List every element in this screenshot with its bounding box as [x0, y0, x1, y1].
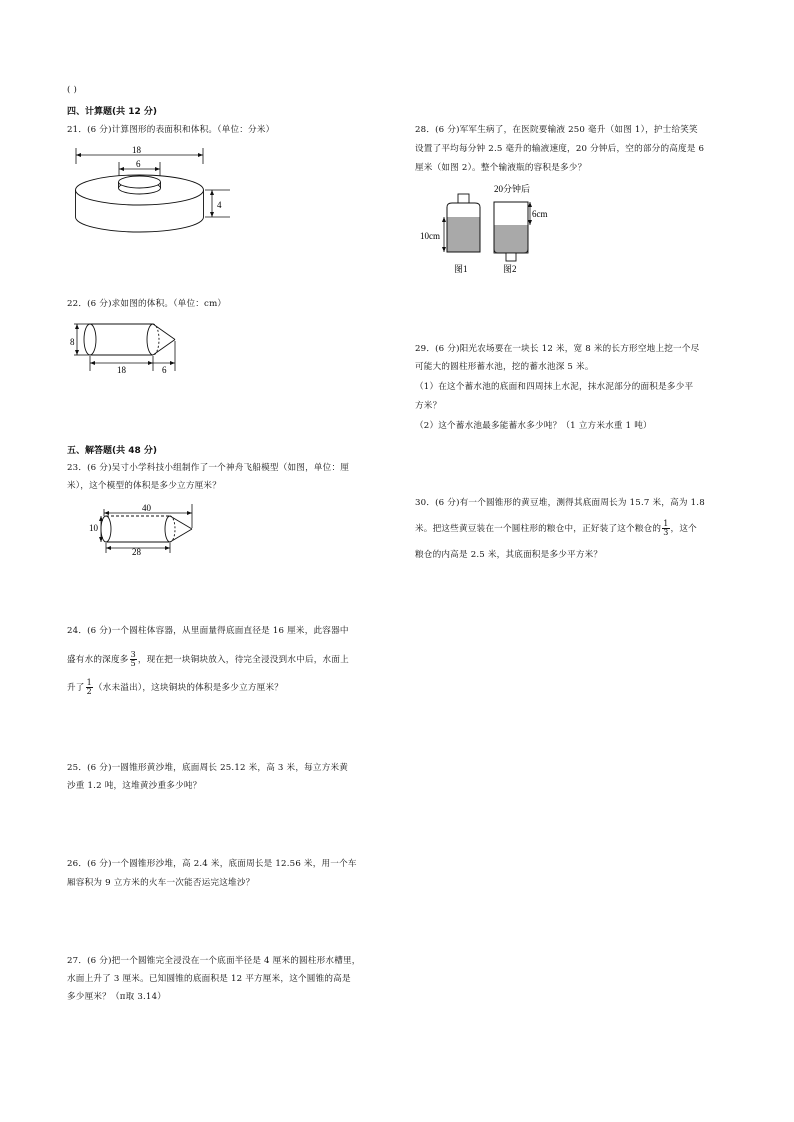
- q24-fraction-depth: [130, 651, 137, 668]
- question-26-line-1: 26．(6 分)一个圆锥形沙堆，高 2.4 米，底面周长是 12.56 米，用一个车: [67, 859, 357, 869]
- question-24-line-1: 24．(6 分)一个圆柱体容器，从里面量得底面直径是 16 厘米，此容器中: [67, 626, 349, 636]
- q24-fraction-rise-denominator: 2: [86, 687, 92, 696]
- question-29-line-2: 可能大的圆柱形蓄水池，挖的蓄水池深 5 米。: [415, 362, 594, 372]
- q28-full-height-label: 10cm: [420, 231, 440, 241]
- q23-total-length-label: 40: [142, 503, 151, 513]
- q24-line-3-start: 升了: [67, 683, 85, 693]
- question-29-part-1-line-2: 方米？: [415, 401, 442, 411]
- q23-cylinder-length-label: 28: [132, 547, 141, 557]
- question-26-line-2: 厢容积为 9 立方米的火车一次能否运完这堆沙？: [67, 878, 255, 888]
- q21-outer-diameter-label: 18: [132, 145, 141, 155]
- question-25-line-2: 沙重 1.2 吨，这堆黄沙重多少吨？: [67, 781, 202, 791]
- question-28-line-2: 设置了平均每分钟 2.5 毫升的输液速度，20 分钟后，空的部分的高度是 6: [415, 144, 705, 154]
- q23-diameter-label: 10: [89, 523, 98, 533]
- question-23-line-1: 23．(6 分)吴寸小学科技小组制作了一个神舟飞船模型（如图，单位：厘: [67, 463, 350, 473]
- q24-line-3-end: （水未溢出），这块铜块的体积是多少立方厘米？: [93, 683, 284, 693]
- question-30-line-3: 粮仓的内高是 2.5 米，其底面积是多少平方米？: [415, 550, 603, 560]
- section-5-title: 五、解答题(共 48 分): [67, 446, 158, 456]
- q21-inner-diameter-label: 6: [136, 159, 141, 169]
- section-4-title: 四、计算题(共 12 分): [67, 107, 158, 117]
- question-22-text: 22．(6 分)求如图的体积。（单位：cm）: [67, 299, 227, 309]
- q30-line-2-start: 米。把这些黄豆装在一个圆柱形的粮仓中，正好装了这个粮仓的: [415, 524, 662, 534]
- question-27-line-3: 多少厘米？（π取 3.14）: [67, 992, 167, 1002]
- q24-line-2-start: 盛有水的深度多: [67, 655, 129, 665]
- q28-empty-height-label: 6cm: [532, 209, 548, 219]
- q30-fraction-numerator: 1: [663, 519, 669, 528]
- q30-fraction: [662, 520, 669, 537]
- q30-fraction-denominator: 3: [663, 528, 669, 537]
- q22-length-label: 18: [117, 365, 126, 375]
- question-23-line-2: 米），这个模型的体积是多少立方厘米？: [67, 481, 221, 491]
- q21-ring-figure: [64, 142, 254, 238]
- q21-height-label: 4: [217, 200, 222, 210]
- question-29-part-2: （2）这个蓄水池最多能蓄水多少吨？（1 立方米水重 1 吨）: [415, 421, 652, 431]
- q30-line-2-end: ，这个: [670, 524, 697, 534]
- question-27-line-2: 水面上升了 3 厘米。已知圆锥的底面积是 12 平方厘米，这个圆锥的高是: [67, 974, 351, 984]
- q24-fraction-rise: [86, 679, 93, 696]
- q24-fraction-rise-numerator: 1: [86, 678, 92, 687]
- answer-bracket: ( ): [67, 85, 78, 95]
- question-29-line-1: 29．(6 分)阳光农场要在一块长 12 米，宽 8 米的长方形空地上挖一个尽: [415, 344, 700, 354]
- q22-diameter-label: 8: [70, 337, 75, 347]
- question-28-line-3: 厘米（如图 2）。整个输液瓶的容积是多少？: [415, 163, 587, 173]
- q24-line-2-end: ，现在把一块铜块放入，待完全浸没到水中后，水面上: [137, 655, 349, 665]
- question-27-line-1: 27．(6 分)把一个圆锥完全浸没在一个底面半径是 4 厘米的圆柱形水槽里，: [67, 956, 361, 966]
- question-29-part-1-line-1: （1）在这个蓄水池的底面和四周抹上水泥，抹水泥部分的面积是多少平: [415, 382, 694, 392]
- question-24-line-2: [67, 648, 349, 672]
- q24-fraction-depth-denominator: 5: [130, 659, 136, 668]
- q24-fraction-depth-numerator: 3: [130, 650, 136, 659]
- q28-after-20-minutes-label: 20分钟后: [494, 184, 531, 194]
- q28-infusion-bottle-figure: [418, 181, 548, 277]
- q28-figure-1-caption: 图1: [454, 264, 468, 274]
- question-30-line-1: 30．(6 分)有一个圆锥形的黄豆堆，测得其底面周长为 15.7 米，高为 1.8: [415, 498, 705, 508]
- question-30-line-2: [415, 517, 697, 541]
- question-21-text: 21．(6 分)计算图形的表面积和体积。（单位：分米）: [67, 125, 275, 135]
- q22-cone-length-label: 6: [162, 365, 167, 375]
- q23-spacecraft-figure: [86, 500, 206, 558]
- question-25-line-1: 25．(6 分)一圆锥形黄沙堆，底面周长 25.12 米，高 3 米，每立方米黄: [67, 763, 349, 773]
- question-28-line-1: 28．(6 分)军军生病了，在医院要输液 250 毫升（如图 1），护士给笑笑: [415, 125, 698, 135]
- q22-solid-figure: [64, 318, 194, 376]
- question-24-line-3: [67, 676, 283, 700]
- q28-figure-2-caption: 图2: [503, 264, 517, 274]
